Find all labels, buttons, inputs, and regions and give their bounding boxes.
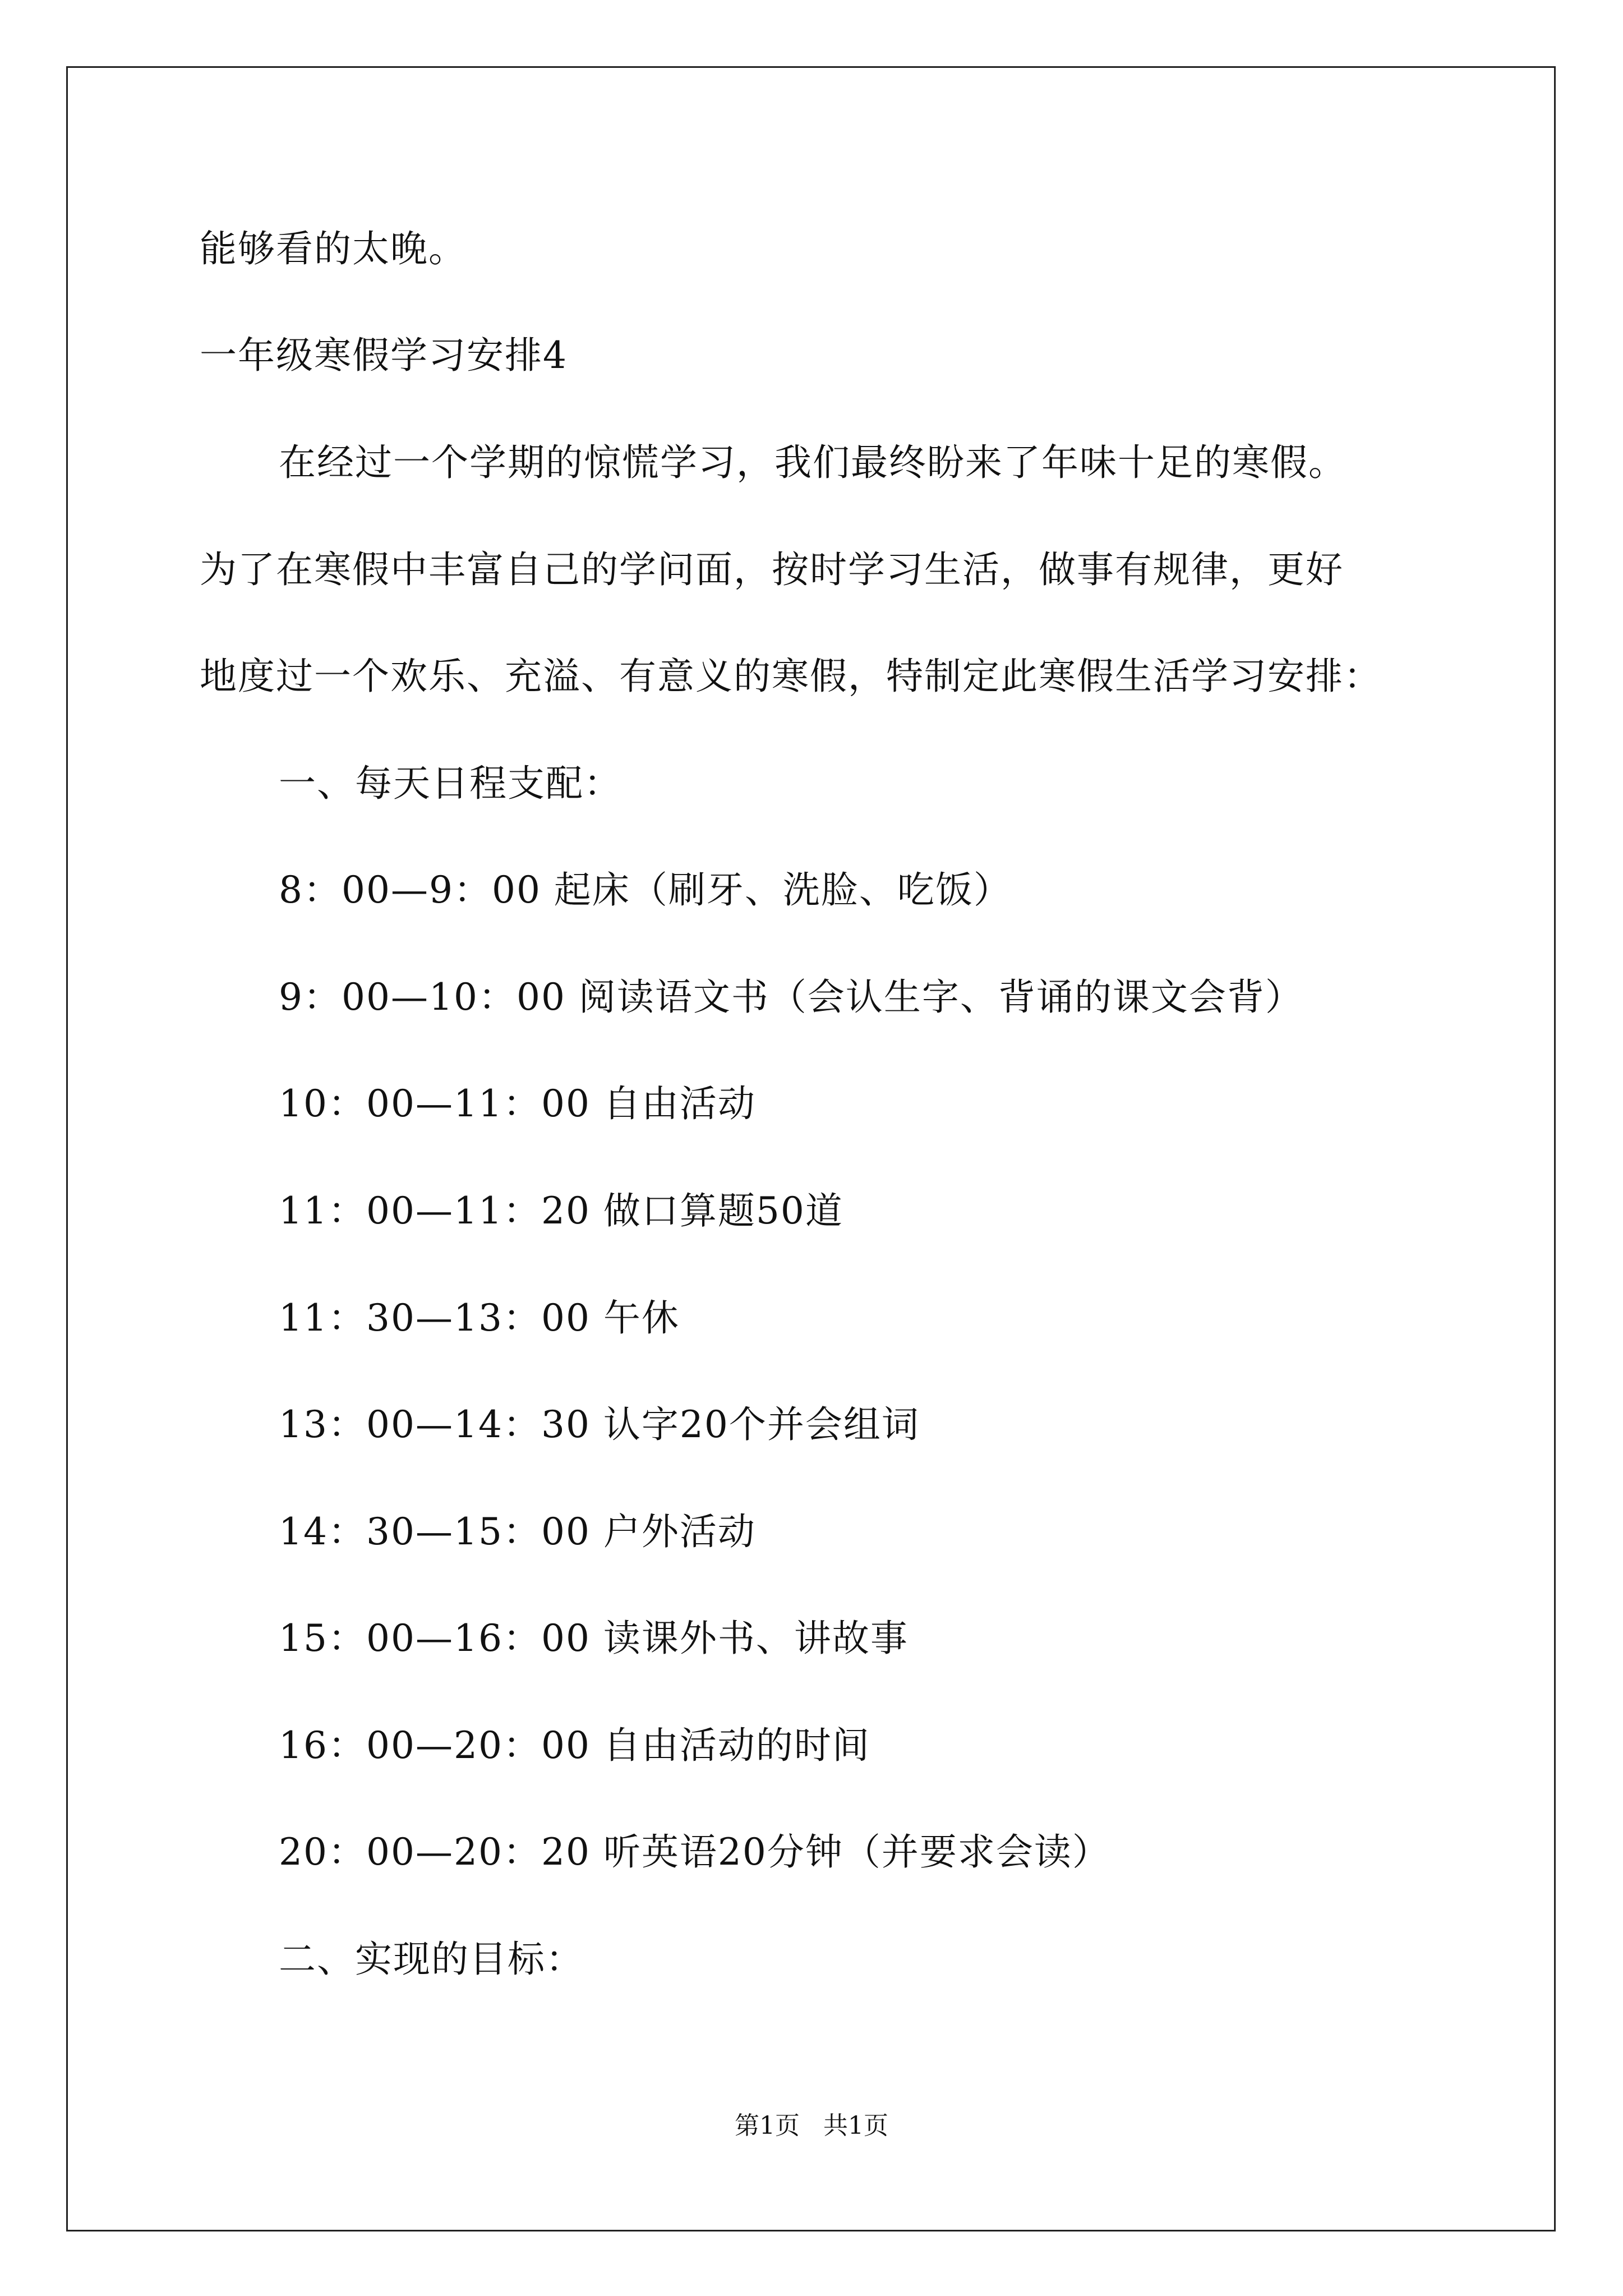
section-heading: 一年级寒假学习安排4 (200, 334, 568, 377)
paragraph-line: 为了在寒假中丰富自己的学问面，按时学习生活，做事有规律，更好 (200, 548, 1344, 591)
schedule-item: 11：30—13：00 午休 (279, 1296, 680, 1340)
schedule-item: 10：00—11：00 自由活动 (279, 1082, 756, 1125)
schedule-item: 15：00—16：00 读课外书、讲故事 (279, 1617, 909, 1660)
schedule-item: 20：00—20：20 听英语20分钟（并要求会读） (279, 1830, 1110, 1874)
text-line-continuation: 能够看的太晚。 (200, 227, 467, 270)
schedule-item: 8：00—9：00 起床（刷牙、洗脸、吃饭） (279, 868, 1012, 912)
paragraph-line: 在经过一个学期的惊慌学习，我们最终盼来了年味十足的寒假。 (279, 441, 1347, 484)
paragraph-line: 地度过一个欢乐、充溢、有意义的寒假，特制定此寒假生活学习安排： (200, 655, 1382, 698)
page-number-footer: 第1页 共1页 (735, 2111, 888, 2140)
schedule-item: 9：00—10：00 阅读语文书（会认生字、背诵的课文会背） (279, 976, 1303, 1019)
subsection-heading: 二、实现的目标： (279, 1938, 584, 1981)
schedule-item: 14：30—15：00 户外活动 (279, 1510, 756, 1553)
schedule-item: 11：00—11：20 做口算题50道 (279, 1189, 843, 1232)
page-border (66, 66, 1556, 2231)
subsection-heading: 一、每天日程支配： (279, 762, 622, 805)
schedule-item: 16：00—20：00 自由活动的时间 (279, 1724, 870, 1767)
schedule-item: 13：00—14：30 认字20个并会组词 (279, 1403, 920, 1446)
